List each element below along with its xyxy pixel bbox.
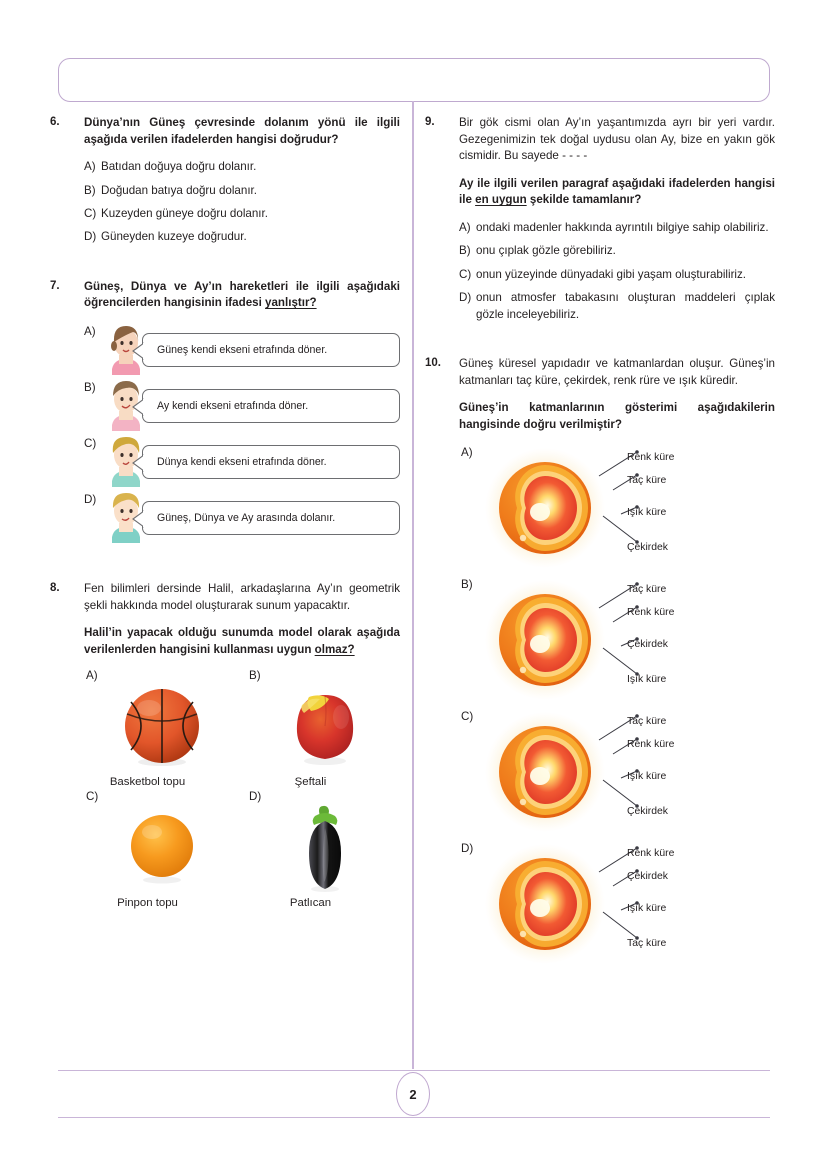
option-letter: C) [84,207,97,220]
option-letter: B) [84,381,96,394]
option-text: Batıdan doğuya doğru dolanır. [101,160,257,174]
sun-label: Işık küre [627,903,667,915]
option-letter: C) [84,437,97,450]
object-caption: Patlıcan [289,897,332,910]
option-text: onun atmosfer tabakasını oluşturan maddeleri çıplak gözle inceleyebiliriz. [476,291,775,321]
spacer [425,334,775,356]
option-letter: B) [84,183,96,197]
question-8 [50,581,400,909]
object-option-a[interactable] [84,669,237,788]
sun-label: Çekirdek [627,542,668,554]
option-letter: A) [86,669,98,683]
sun-label: Taç küre [627,716,667,728]
object-option-d[interactable] [247,790,400,909]
sun-layer-labels [627,582,747,702]
option-letter: D) [84,230,97,244]
question-number: 6. [50,116,60,128]
option-c[interactable] [459,267,775,283]
spacer [50,551,400,581]
page-number-badge: 2 [396,1072,430,1116]
question-7 [50,279,400,547]
bubble-option-a[interactable] [84,323,400,375]
option-letter: D) [459,291,472,305]
stem-text: Güneş, Dünya ve Ay’ın hareketleri ile ilgili aşağıdaki öğrencilerden hangisinin ifadesi [84,279,400,310]
sun-label: Çekirdek [627,639,668,651]
speech-bubble-a [142,333,400,367]
option-letter: C) [459,267,472,281]
options-list [84,159,400,246]
option-b[interactable] [459,243,775,259]
sun-label: Çekirdek [627,871,668,883]
option-text: onu çıplak gözle görebiliriz. [476,244,616,258]
sun-diagram-option-d[interactable] [459,840,775,970]
question-stem-prompt [84,625,400,658]
object-caption: Şeftali [294,776,327,789]
sun-label: Taç küre [627,584,667,596]
object-caption: Pinpon topu [117,897,178,910]
option-letter: B) [249,669,261,683]
bubble-option-b[interactable] [84,379,400,431]
option-text: Doğudan batıya doğru dolanır. [101,183,257,197]
object-options-grid [84,669,400,909]
option-text: Güneyden kuzeye doğrudur. [101,230,247,244]
bubble-text: Dünya kendi ekseni etrafında döner. [157,455,327,468]
question-stem-intro: Güneş küresel yapıdadır ve katmanlardan oluşur. Güneş’in katmanları taç küre, çekirdek, renk rüre ve ışık küredir. [459,357,775,387]
sun-diagram-option-b[interactable] [459,576,775,706]
option-a[interactable] [459,220,775,236]
object-option-b[interactable] [247,669,400,788]
option-letter: D) [84,493,97,506]
pingpong-ball-image [86,805,237,891]
option-b[interactable] [84,183,400,199]
bubble-tail-icon [132,510,144,528]
bubble-tail-icon [132,342,144,360]
option-letter: A) [84,325,96,338]
sun-diagram-option-c[interactable] [459,708,775,838]
stem-text: Halil’in yapacak olduğu sunumda model olarak aşağıda verilenlerden hangisini kullanması uygun [84,626,400,656]
bubble-tail-icon [132,398,144,416]
option-d[interactable] [459,290,775,323]
column-divider [412,101,414,1069]
option-letter: D) [249,790,262,804]
question-9 [425,115,775,330]
question-number: 7. [50,279,60,292]
option-letter: B) [459,244,471,258]
left-column [50,115,400,913]
sun-label: Işık küre [627,771,667,783]
bubble-option-c[interactable] [84,435,400,487]
bubble-option-d[interactable] [84,491,400,543]
option-letter: B) [461,578,473,592]
question-number: 9. [425,116,435,128]
sun-layer-labels [627,714,747,834]
bubble-text: Ay kendi ekseni etrafında döner. [157,399,309,412]
speech-bubble-b [142,389,400,423]
question-stem-intro: Fen bilimleri dersinde Halil, arkadaşlarına Ay’ın geometrik şekli hakkında model oluşturarak sunum yapacaktır. [84,582,400,612]
speech-bubble-d [142,501,400,535]
sun-diagram-option-a[interactable] [459,444,775,574]
option-letter: A) [84,160,96,174]
options-list [459,220,775,323]
question-stem [84,279,400,312]
sun-label: Renk küre [627,848,675,860]
option-letter: A) [459,220,471,234]
option-letter: A) [461,446,473,460]
stem-emphasis: olmaz? [314,642,355,656]
sun-label: Işık küre [627,674,667,686]
option-letter: C) [461,710,474,724]
sun-label: Taç küre [627,938,667,950]
sun-label: Renk küre [627,739,675,751]
sun-label: Işık küre [627,507,667,519]
stem-emphasis: en uygun [475,193,527,207]
question-number: 8. [50,582,60,594]
object-caption: Basketbol topu [109,776,186,789]
bubble-text: Güneş kendi ekseni etrafında döner. [157,343,328,356]
stem-text-tail: şekilde tamamlanır? [526,193,642,207]
option-text: ondaki madenler hakkında ayrıntılı bilgiye sahip olabiliriz. [476,220,769,234]
bubble-text: Güneş, Dünya ve Ay arasında dolanır. [157,511,336,524]
header-title-box [58,58,770,102]
option-a[interactable] [84,159,400,175]
option-text: Kuzeyden güneye doğru dolanır. [101,207,268,220]
option-text: onun yüzeyinde dünyadaki gibi yaşam oluşturabiliriz. [476,267,747,281]
sun-label: Renk küre [627,452,675,464]
sun-layer-labels [627,450,747,570]
bubble-tail-icon [132,454,144,472]
stem-emphasis: yanlıştır? [265,296,317,310]
question-number: 10. [425,357,441,369]
sun-label: Renk küre [627,607,675,619]
spacer [50,257,400,279]
sun-label: Taç küre [627,475,667,487]
question-stem: Dünya’nın Güneş çevresinde dolanım yönü ile ilgili aşağıda verilen ifadelerden hangisi doğrudur? [84,116,400,146]
option-c[interactable] [84,206,400,222]
option-letter: D) [461,842,474,856]
speech-bubble-c [142,445,400,479]
question-stem-intro: Bir gök cismi olan Ay’ın yaşantımızda ayrı bir yeri vardır. Gezegenimizin tek doğal uydusu olan Ay, bize en yakın gök cismidir. Bu sayede - - - - [459,116,775,163]
peach-image [249,684,400,770]
option-letter: C) [86,790,99,804]
question-6 [50,115,400,253]
footer-rule-bottom [58,1117,770,1118]
object-option-c[interactable] [84,790,237,909]
right-column [425,115,775,974]
option-d[interactable] [84,229,400,245]
sun-label: Çekirdek [627,806,668,818]
question-stem-prompt [459,176,775,209]
stem-text: Ay ile ilgili verilen paragraf aşağıdaki ifadelerden hangisi ile [459,176,775,207]
eggplant-image [249,805,400,891]
question-stem-prompt: Güneş’in katmanlarının gösterimi aşağıdakilerin hangisinde doğru verilmiştir? [459,401,775,431]
sun-layer-labels [627,846,747,966]
question-10 [425,356,775,970]
basketball-image [86,684,237,770]
